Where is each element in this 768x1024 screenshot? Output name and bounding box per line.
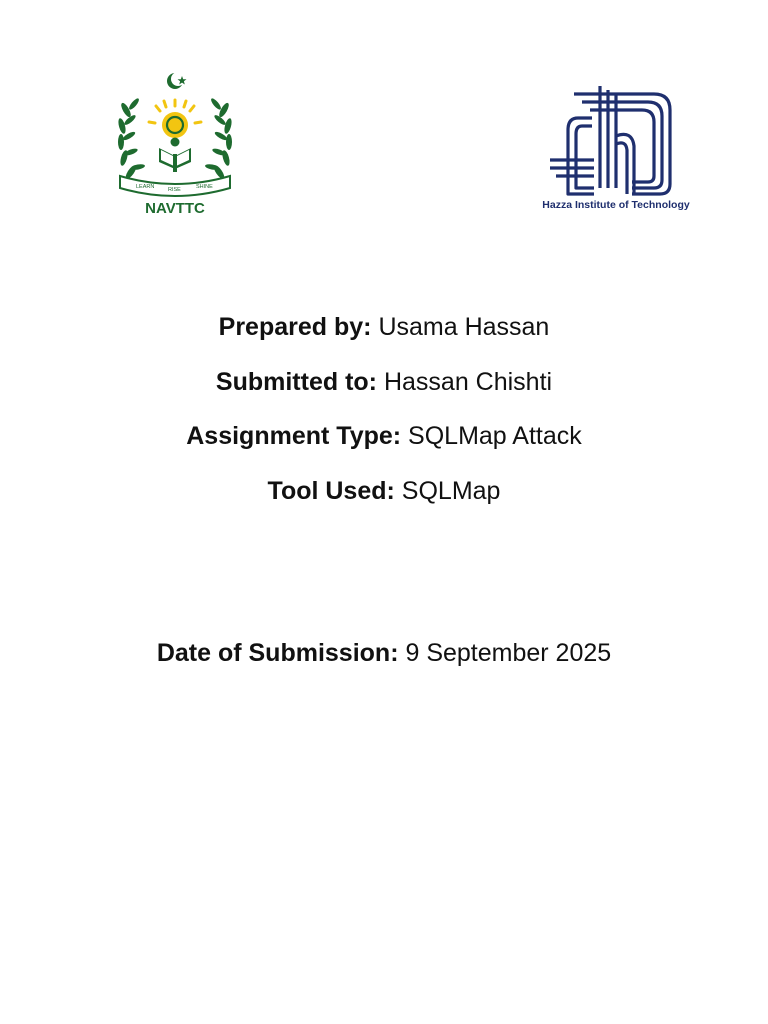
tool-used-value: SQLMap xyxy=(401,477,501,505)
tool-used-label: Tool Used: xyxy=(267,477,395,505)
submitted-to-value: Hassan Chishti xyxy=(383,368,553,396)
hazza-wordmark: Hazza Institute of Technology xyxy=(542,199,690,211)
assignment-type-line xyxy=(0,421,768,451)
prepared-by-line xyxy=(0,312,768,342)
assignment-type-value: SQLMap Attack xyxy=(408,422,582,450)
submitted-to-line xyxy=(0,367,768,397)
date-of-submission-line xyxy=(0,638,768,668)
submitted-to-label: Submitted to: xyxy=(215,368,377,396)
banner-word-learn: LEARN xyxy=(136,184,155,190)
date-of-submission-label: Date of Submission: xyxy=(156,639,399,667)
banner-word-shine: SHINE xyxy=(196,184,213,190)
navttc-wordmark: NAVTTC xyxy=(145,200,205,217)
date-of-submission-value: 9 September 2025 xyxy=(405,639,612,667)
tool-used-line xyxy=(0,476,768,506)
banner-word-rise: RISE xyxy=(168,187,181,193)
prepared-by-label: Prepared by: xyxy=(218,313,372,341)
prepared-by-value: Usama Hassan xyxy=(378,313,550,341)
assignment-type-label: Assignment Type: xyxy=(186,422,402,450)
hazza-logo xyxy=(536,84,696,214)
navttc-logo xyxy=(112,70,238,218)
